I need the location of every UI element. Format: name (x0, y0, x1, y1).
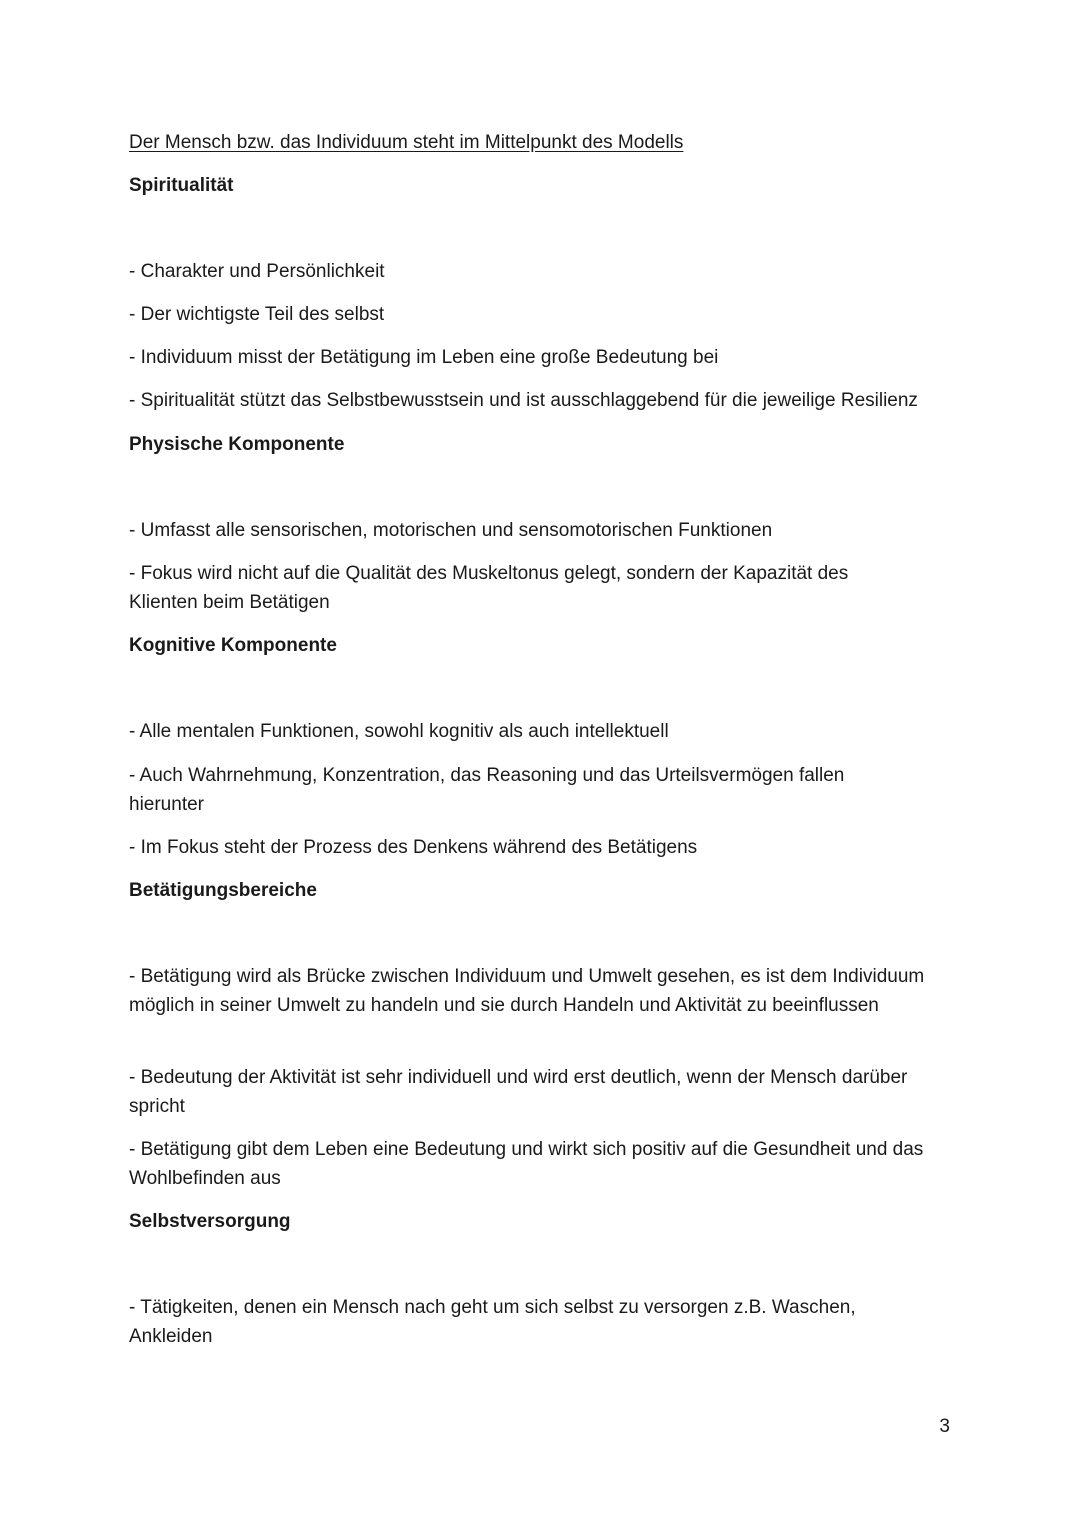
list-item: - Alle mentalen Funktionen, sowohl kognitiv als auch intellektuell (129, 721, 669, 742)
list-item: - Im Fokus steht der Prozess des Denkens während des Betätigens (129, 837, 698, 858)
list-item: - Betätigung gibt dem Leben eine Bedeutung und wirkt sich positiv auf die Gesundheit und das Wohlbefinden aus (129, 1139, 924, 1189)
list-item: - Betätigung wird als Brücke zwischen Individuum und Umwelt gesehen, es ist dem Individuum möglich in seiner Umwelt zu handeln und sie durch Handeln und Aktivität zu beeinflussen (129, 966, 925, 1016)
section-heading-spiritualitaet: Spiritualität (129, 175, 234, 196)
list-item: - Tätigkeiten, denen ein Mensch nach geht um sich selbst zu versorgen z.B. Waschen, Ankleiden (129, 1297, 856, 1347)
list-item: - Charakter und Persönlichkeit (129, 261, 385, 282)
list-item: - Fokus wird nicht auf die Qualität des Muskeltonus gelegt, sondern der Kapazität des Klienten beim Betätigen (129, 563, 849, 613)
list-item: - Spiritualität stützt das Selbstbewusstsein und ist ausschlaggebend für die jeweilige Resilienz (129, 390, 918, 411)
list-item: - Individuum misst der Betätigung im Leben eine große Bedeutung bei (129, 347, 719, 368)
list-item: - Bedeutung der Aktivität ist sehr individuell und wird erst deutlich, wenn der Mensch darüber spricht (129, 1067, 908, 1117)
list-item: - Umfasst alle sensorischen, motorischen und sensomotorischen Funktionen (129, 520, 773, 541)
page-number: 3 (939, 1416, 950, 1437)
section-heading-kognitive-komponente: Kognitive Komponente (129, 635, 337, 656)
section-heading-selbstversorgung: Selbstversorgung (129, 1211, 291, 1232)
intro-line: Der Mensch bzw. das Individuum steht im Mittelpunkt des Modells (129, 132, 684, 153)
list-item: - Auch Wahrnehmung, Konzentration, das Reasoning und das Urteilsvermögen fallen hierunter (129, 765, 845, 815)
section-heading-betaetigungsbereiche: Betätigungsbereiche (129, 880, 317, 901)
list-item: - Der wichtigste Teil des selbst (129, 304, 385, 325)
section-heading-physische-komponente: Physische Komponente (129, 434, 345, 455)
